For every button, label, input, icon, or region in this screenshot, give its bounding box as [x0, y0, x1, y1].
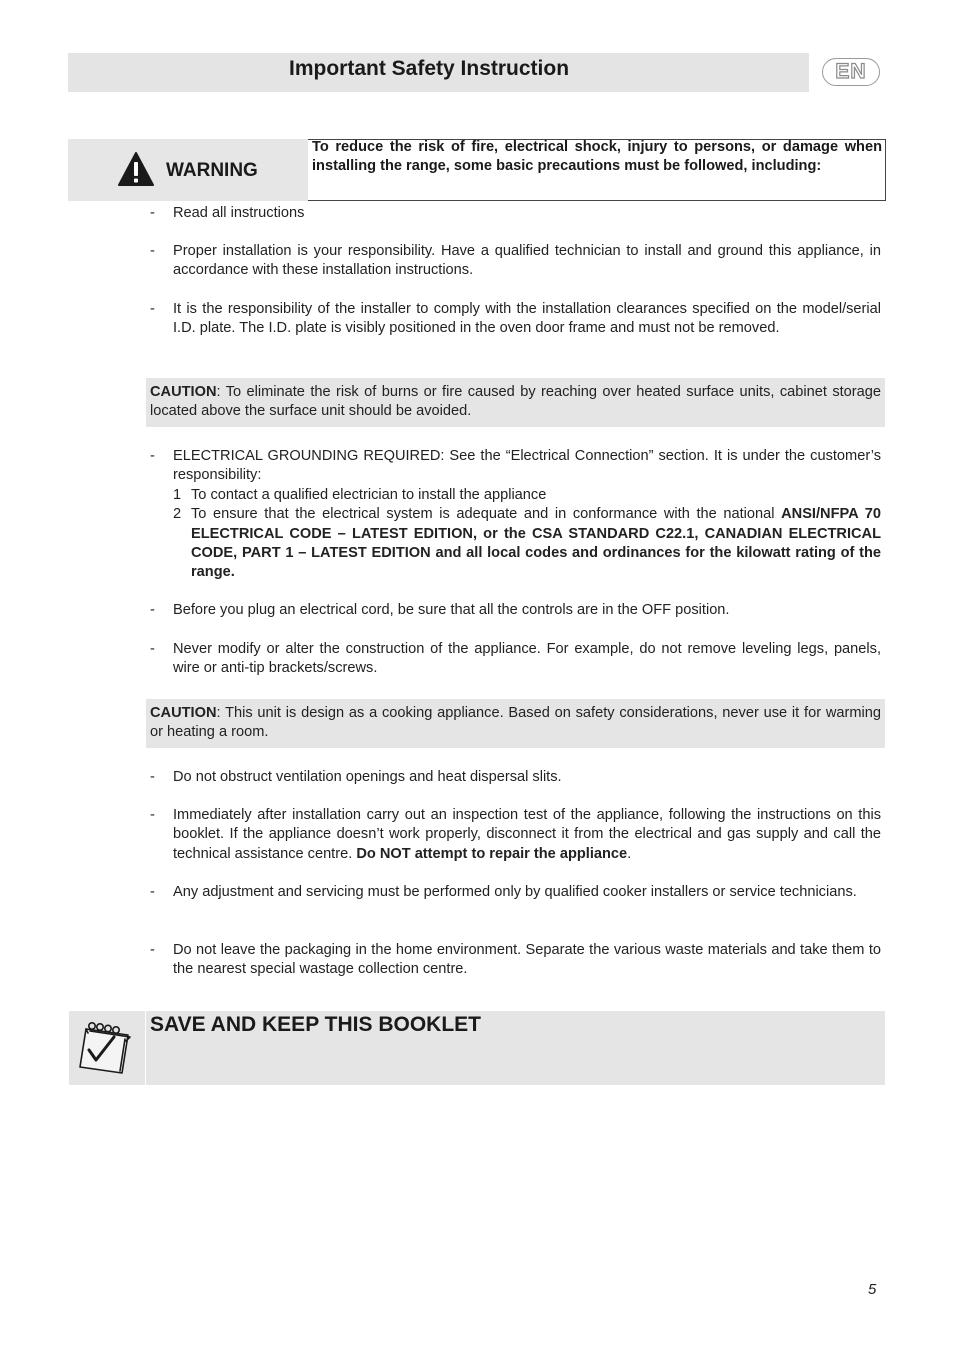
list-item — [150, 204, 881, 223]
bullet-dash: - — [150, 807, 155, 823]
caution-text — [150, 704, 881, 743]
caution-body: : To eliminate the risk of burns or fire caused by reaching over heated surface units, cabinet storage located above the surface unit should be avoided. — [150, 384, 881, 420]
bullet-dash: - — [150, 942, 155, 958]
list-item — [150, 883, 881, 902]
caution-label: CAUTION — [150, 384, 217, 400]
caution-text — [150, 383, 881, 422]
bullet-dash: - — [150, 641, 155, 657]
sub-item-bold-text: ANSI/NFPA 70 ELECTRICAL CODE – LATEST EDITION, or the CSA STANDARD C22.1, CANADIAN ELECTRICAL CODE, PART 1 – LATEST EDITION and all local codes and ordinances for the kilowatt rating of the range. — [191, 506, 881, 581]
caution-label: CAUTION — [150, 705, 217, 721]
bullet-dash: - — [150, 602, 155, 618]
list-item — [150, 601, 881, 620]
bullet-dash: - — [150, 448, 155, 464]
list-item-text: Proper installation is your responsibility. Have a qualified technician to install and ground this appliance, in accordance with these installation instructions. — [173, 243, 881, 279]
bullet-dash: - — [150, 301, 155, 317]
notepad-check-icon — [76, 1017, 136, 1077]
sub-item-text: To ensure that the electrical system is adequate and in conformance with the national — [191, 506, 782, 523]
caution-body: : This unit is design as a cooking appliance. Based on safety considerations, never use it for warming or heating a room. — [150, 705, 881, 741]
caution-box — [146, 699, 885, 748]
list-item-text: It is the responsibility of the installer to comply with the installation clearances specified on the model/serial I.D. plate. The I.D. plate is visibly positioned in the oven door frame and must not be removed. — [173, 301, 881, 337]
language-badge: EN — [822, 58, 880, 86]
inspection-bold-text: Do NOT attempt to repair the appliance — [356, 845, 628, 862]
list-item — [150, 447, 881, 583]
inspection-text: Immediately after installation carry out an inspection test of the appliance, following the instructions on this booklet. If the appliance doesn’t work properly, disconnect it from the electrical and gas supply and call the technical assistance centre. — [173, 807, 881, 862]
caution-box — [146, 378, 885, 427]
list-item — [150, 768, 881, 787]
sub-item — [173, 505, 881, 583]
list-item-text — [173, 806, 881, 864]
sub-item-text: To contact a qualified electrician to install the appliance — [191, 486, 547, 503]
sub-item — [173, 486, 881, 505]
grounding-intro: ELECTRICAL GROUNDING REQUIRED: See the “Electrical Connection” section. It is under the customer’s responsibility: — [173, 448, 881, 484]
list-item — [150, 300, 881, 339]
bullet-dash: - — [150, 205, 155, 221]
list-item — [150, 941, 881, 980]
list-item — [150, 242, 881, 281]
list-item-text: Read all instructions — [173, 205, 305, 221]
list-item-text: Never modify or alter the construction of the appliance. For example, do not remove leveling legs, panels, wire or anti-tip brackets/screws. — [173, 641, 881, 677]
bullet-dash: - — [150, 769, 155, 785]
save-box-divider — [145, 1011, 146, 1085]
inspection-end: . — [627, 845, 632, 862]
list-item-text: Do not leave the packaging in the home environment. Separate the various waste materials and take them to the nearest special wastage collection centre. — [173, 942, 881, 978]
warning-label: WARNING — [166, 160, 258, 181]
warning-triangle-icon — [117, 151, 155, 187]
sub-item-number: 1 — [173, 486, 182, 503]
list-item-text: Do not obstruct ventilation openings and heat dispersal slits. — [173, 769, 562, 785]
bullet-dash: - — [150, 243, 155, 259]
page-number: 5 — [868, 1281, 877, 1298]
bullet-dash: - — [150, 884, 155, 900]
sub-item-number: 2 — [173, 506, 182, 523]
grounding-section — [173, 447, 881, 583]
list-item — [150, 640, 881, 679]
warning-text: To reduce the risk of fire, electrical shock, injury to persons, or damage when installing the range, some basic precautions must be followed, including: — [312, 139, 882, 174]
page-title: Important Safety Instruction — [289, 57, 570, 80]
save-booklet-title: SAVE AND KEEP THIS BOOKLET — [150, 1013, 481, 1036]
list-item — [150, 806, 881, 864]
list-item-text: Before you plug an electrical cord, be sure that all the controls are in the OFF position. — [173, 602, 730, 618]
list-item-text: Any adjustment and servicing must be performed only by qualified cooker installers or service technicians. — [173, 884, 857, 900]
